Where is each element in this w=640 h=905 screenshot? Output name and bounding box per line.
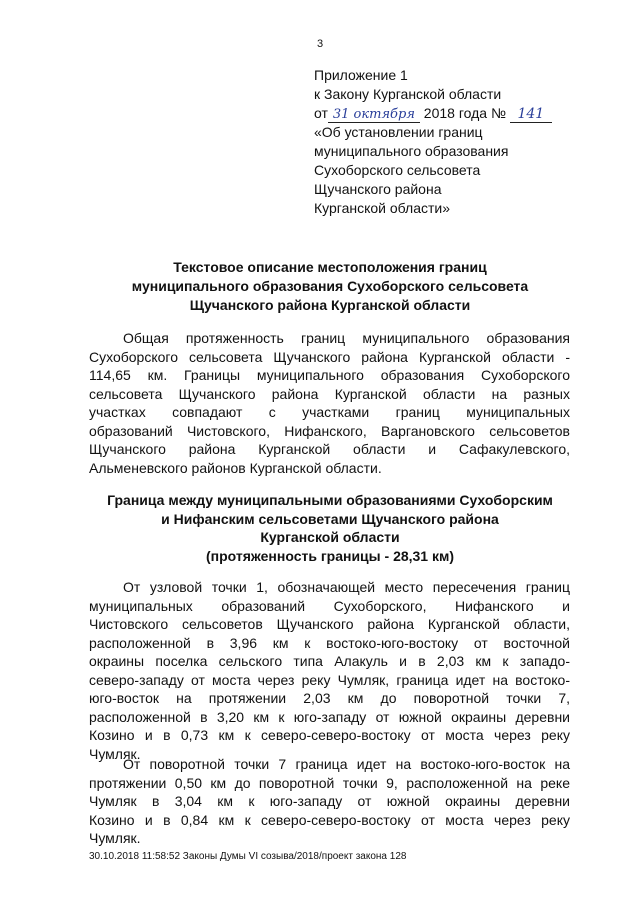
paragraph-boundary-point-1 — [89, 578, 570, 763]
paragraph-line: Сухоборского сельсовета Щучанского района Курганской области - — [89, 348, 570, 365]
section-heading-line: Граница между муниципальными образованиями Сухоборским — [107, 492, 553, 508]
paragraph-line: протяжении 0,50 км до поворотной точки 9, расположенной на реке — [89, 774, 570, 791]
document-title — [70, 258, 590, 315]
appendix-date-line — [314, 104, 614, 123]
law-title-line: муниципального образования — [314, 143, 509, 159]
paragraph-line: окраины поселка сельского типа Алакуль и в 2,03 км к западо- — [89, 653, 570, 669]
paragraph-line: Чистовского сельсоветов Щучанского района Курганской области, — [89, 616, 570, 632]
law-title-line: Щучанского района — [314, 181, 442, 197]
section-heading — [70, 491, 590, 565]
appendix-title: Приложение 1 — [314, 67, 408, 83]
paragraph-total-length — [89, 329, 570, 477]
paragraph-line: 114,65 км. Границы муниципального образования Сухоборского — [89, 367, 570, 383]
title-line: муниципального образования Сухоборского сельсовета — [131, 278, 529, 294]
paragraph-line: От узловой точки 1, обозначающей место пересечения границ — [123, 579, 570, 595]
paragraph-line: Чумляк. — [89, 830, 141, 846]
law-title-line: Курганской области» — [314, 200, 451, 216]
paragraph-line: юго-восток на протяжении 2,03 км до поворотной точки 7, — [89, 690, 570, 706]
section-heading-line: (протяженность границы - 28,31 км) — [205, 547, 455, 564]
paragraph-line: Общая протяженность границ муниципального образования — [123, 330, 570, 346]
handwritten-date: 31 октября — [328, 107, 420, 123]
appendix-header — [314, 66, 614, 218]
paragraph-line: участках совпадают с участками границ муниципальных — [89, 404, 570, 420]
title-line: Щучанского района Курганской области — [189, 297, 471, 313]
paragraph-line: Щучанского района Курганской области и Сафакулевского, — [89, 441, 570, 457]
paragraph-line: От поворотной точки 7 граница идет на востоко-юго-восток на — [123, 756, 570, 772]
paragraph-line: расположенной в 3,96 км к востоко-юго-востоку от восточной — [89, 634, 570, 651]
paragraph-line: образований Чистовского, Нифанского, Варгановского сельсоветов — [89, 422, 570, 439]
paragraph-line: Альменевского районов Курганской области. — [89, 459, 382, 476]
date-prefix: от — [314, 105, 328, 121]
paragraph-line: северо-западу от моста через реку Чумляк, граница идет на востоко- — [89, 671, 570, 688]
title-line: Текстовое описание местоположения границ — [173, 259, 487, 275]
appendix-law-ref: к Закону Курганской области — [314, 86, 502, 102]
law-title-line: Сухоборского сельсовета — [314, 162, 481, 178]
paragraph-line: Козино и в 0,84 км к северо-северо-востоку от моста через реку — [89, 811, 570, 828]
section-heading-line: Курганской области — [260, 529, 400, 545]
page-number: 3 — [316, 38, 324, 50]
paragraph-line: муниципальных образований Сухоборского, Нифанского и — [89, 597, 570, 614]
law-title-line: «Об установлении границ — [314, 124, 483, 140]
paragraph-boundary-point-7 — [89, 755, 570, 848]
paragraph-line: Чумляк. — [89, 745, 141, 762]
document-footer: 30.10.2018 11:58:52 Законы Думы VI созыва/2018/проект закона 128 — [89, 851, 407, 862]
date-year: 2018 года № — [423, 105, 506, 121]
paragraph-line: Козино и в 0,73 км к северо-северо-востоку от моста через реку — [89, 727, 570, 743]
paragraph-line: Чумляк в 3,04 км к юго-западу от южной окраины деревни — [89, 793, 570, 809]
section-heading-line: и Нифанским сельсоветами Щучанского района — [161, 510, 499, 527]
paragraph-line: расположенной в 3,20 км к юго-западу от южной окраины деревни — [89, 708, 570, 725]
paragraph-line: сельсовета Щучанского района Курганской области на разных — [89, 385, 570, 402]
handwritten-number: 141 — [510, 107, 552, 123]
